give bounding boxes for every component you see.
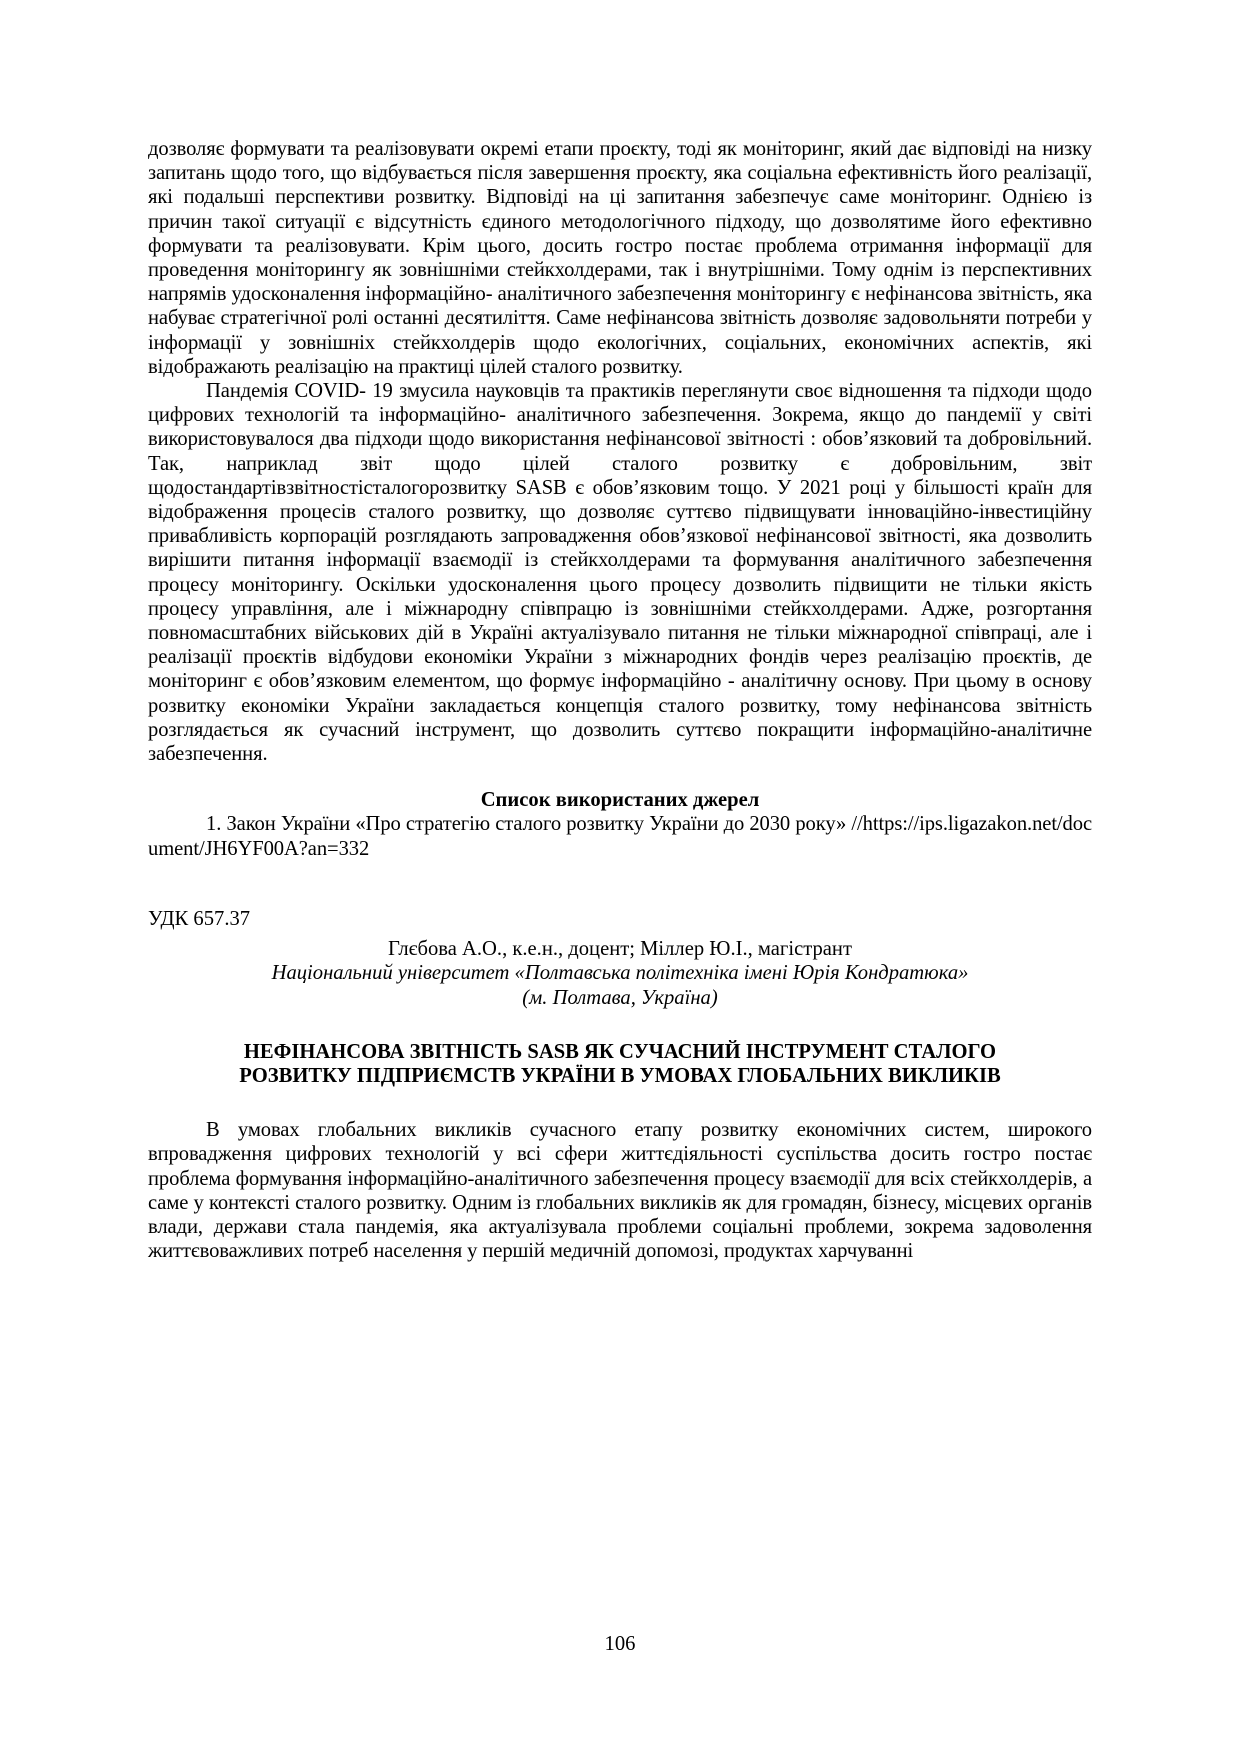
continuation-paragraph: дозволяє формувати та реалізовувати окремі етапи проєкту, тоді як моніторинг, який дає відповіді на низку запитань щодо того, що відбувається після завершення проєкту, яка соціальна ефективність його реалізації, які подальші перспективи розвитку. Відповіді на ці запитання забезпечує саме моніторинг. Однією із причин такої ситуації є відсутність єдиного методологічного підходу, що дозволятиме його ефективно формувати та реалізовувати. Крім цього, досить гостро постає проблема отримання інформації для проведення моніторингу як зовнішніми стейкхолдерами, так і внутрішніми. Тому однім із перспективних напрямів удосконалення інформаційно- аналітичного забезпечення моніторингу є нефінансова звітність, яка набуває стратегічної ролі останні десятиліття. Саме нефінансова звітність дозволяє задовольняти потреби у інформації у зовнішніх стейкхолдерів щодо екологічних, соціальних, економічних аспектів, які відображають реалізацію на практиці цілей сталого розвитку. — [148, 138, 1092, 378]
source-item-1: 1. Закон України «Про стратегію сталого розвитку України до 2030 року» //https://ips.ligazakon.net/document/JH6YF00A?an=332 — [148, 813, 1092, 860]
page-number: 106 — [604, 1633, 636, 1655]
article-affiliation: Національний університет «Полтавська політехніка імені Юрія Кондратюка» — [271, 962, 969, 985]
covid-paragraph: Пандемія COVID- 19 змусила науковців та практиків переглянути своє відношення та підходи щодо цифрових технологій та інформаційно- аналітичного забезпечення. Зокрема, якщо до пандемії у світі використовувалося два підходи щодо використання нефінансової звітності : обов’язковий та добровільний. Так, наприклад звіт щодо цілей сталого розвитку є добровільним, звіт щодостандартівзвітностісталогорозвитку SASB є обов’язковим тощо. У 2021 році у більшості країн для відображення процесів сталого розвитку, що дозволяє суттєво підвищувати інноваційно-інвестиційну привабливість корпорацій розглядають запровадження обов’язкової нефінансової звітності, яка дозволить вирішити питання інформації взаємодії із стейкхолдерами та формування аналітичного забезпечення процесу моніторингу. Оскільки удосконалення цього процесу дозволить підвищити не тільки якість процесу управління, але і міжнародну співпрацю із зовнішніми стейкхолдерами. Адже, розгортання повномасштабних військових дій в Україні актуалізувало питання не тільки міжнародної співпраці, але і реалізації проєктів відбудови економіки України з міжнародних фондів через реалізацію проєктів, де моніторинг є обов’язковим елементом, що формує інформаційно - аналітичну основу. При цьому в основу розвитку економіки України закладається концепція сталого розвитку, тому нефінансова звітність розглядається як сучасний інструмент, що дозволить суттєво покращити інформаційно-аналітичне забезпечення. — [148, 380, 1092, 766]
intro-paragraph: В умовах глобальних викликів сучасного етапу розвитку економічних систем, широкого впровадження цифрових технологій у всі сфери життєдіяльності суспільства досить гостро постає проблема формування інформаційно-аналітичного забезпечення процесу взаємодії для всіх стейкхолдерів, а саме у контексті сталого розвитку. Одним із глобальних викликів як для громадян, бізнесу, місцевих органів влади, держави стала пандемія, яка актуалізувала проблеми соціальні проблеми, зокрема задоволення життєвоважливих потреб населення у першій медичній допомозі, продуктах харчуванні — [148, 1119, 1092, 1263]
article-title — [148, 1040, 1092, 1088]
article-authors: Глєбова А.О., к.е.н., доцент; Міллер Ю.І., магістрант — [388, 938, 852, 961]
article-location: (м. Полтава, Україна) — [522, 986, 718, 1009]
document-page — [148, 137, 1092, 1263]
article-title-line-2: РОЗВИТКУ ПІДПРИЄМСТВ УКРАЇНИ В УМОВАХ ГЛОБАЛЬНИХ ВИКЛИКІВ — [239, 1064, 1001, 1087]
udk-code: УДК 657.37 — [148, 907, 251, 930]
article-title-line-1: НЕФІНАНСОВА ЗВІТНІСТЬ SASB ЯК СУЧАСНИЙ ІНСТРУМЕНТ СТАЛОГО — [243, 1040, 997, 1063]
sources-heading: Список використаних джерел — [480, 789, 760, 812]
